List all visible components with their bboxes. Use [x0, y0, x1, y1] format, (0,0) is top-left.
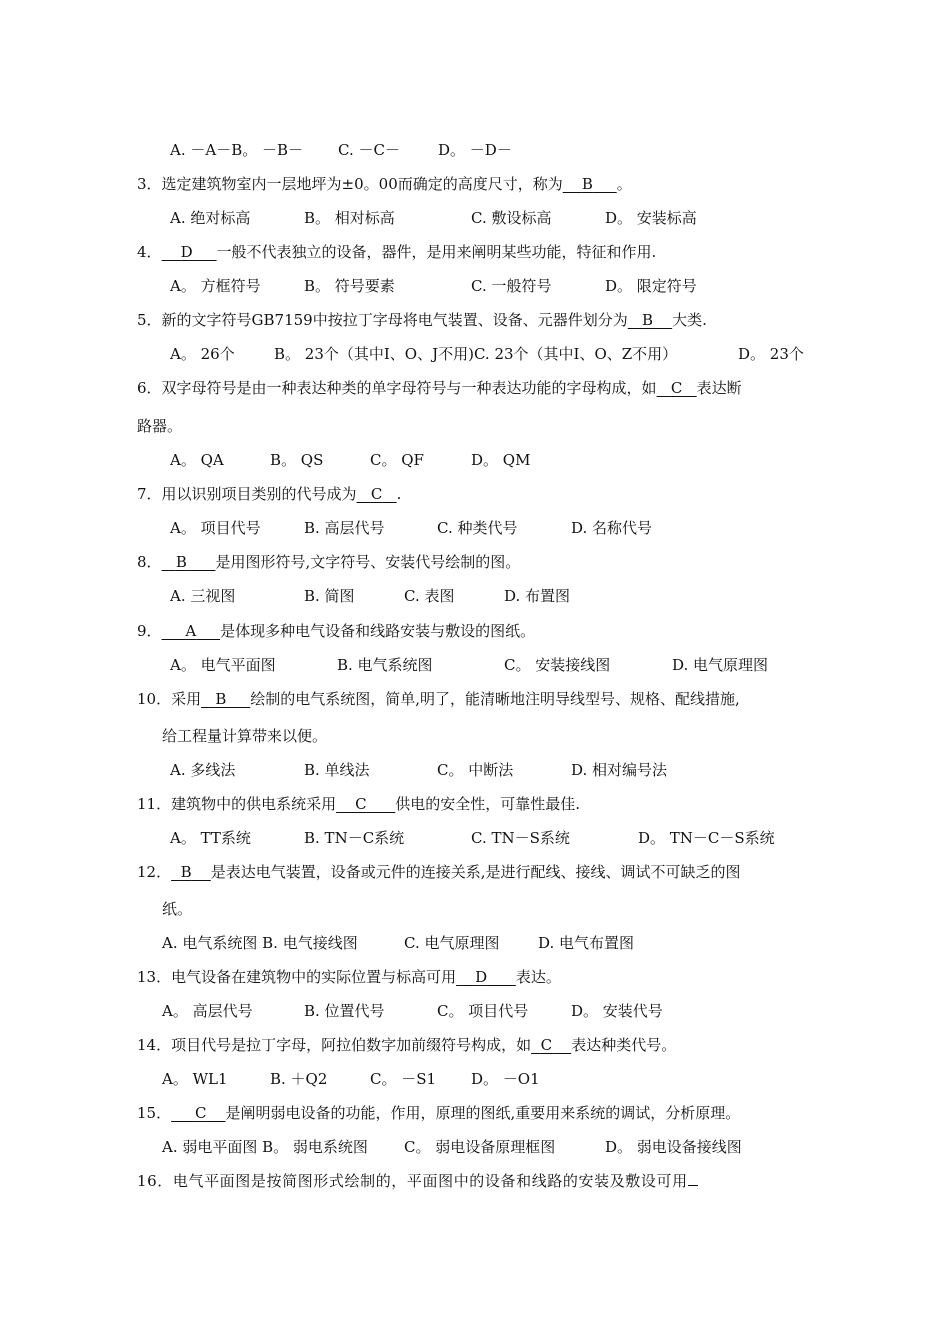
option: B。 相对标高 — [304, 209, 395, 227]
question-6-continued: 路器。 — [137, 417, 183, 435]
option: B. ＋Q2 — [270, 1070, 328, 1088]
option: B。 符号要素 — [304, 277, 395, 295]
option: B. 单线法 — [304, 761, 370, 779]
question-6 — [137, 378, 742, 398]
question-text: 6．双字母符号是由一种表达种类的单字母符号与一种表达功能的字母构成，如 — [137, 379, 657, 397]
option: D。 －O1 — [471, 1070, 540, 1088]
option: A。 QA — [170, 451, 224, 469]
answer: C — [540, 1036, 553, 1054]
option: D. 电气原理图 — [672, 656, 769, 674]
answer: B — [180, 863, 192, 881]
option: B。 23个（其中I、O、J不用)C. 23个（其中I、O、Z不用） — [274, 345, 678, 363]
question-text: 13．电气设备在建筑物中的实际位置与标高可用 — [137, 968, 457, 986]
option: C. TN－S系统 — [471, 829, 570, 847]
option: D。 23个 — [738, 345, 804, 363]
question-text: . — [396, 485, 402, 503]
option: A。 26个 — [170, 345, 235, 363]
question-text: 表达断 — [696, 379, 742, 397]
option: B. TN－C系统 — [304, 829, 405, 847]
question-9 — [137, 621, 535, 641]
question-text: 11．建筑物中的供电系统采用 — [137, 795, 337, 813]
option: D。 弱电设备接线图 — [605, 1138, 742, 1156]
question-4 — [137, 242, 656, 262]
question-text: 15． — [137, 1104, 172, 1122]
question-16 — [137, 1171, 698, 1191]
option: C。 弱电设备原理框图 — [404, 1138, 556, 1156]
answer: C — [194, 1104, 207, 1122]
option: A. －A－B。 －B－ — [170, 141, 304, 159]
option: D。 －D－ — [438, 141, 512, 159]
answer: B — [215, 690, 227, 708]
option: C. －C－ — [338, 141, 400, 159]
question-12-continued: 纸。 — [162, 900, 193, 918]
question-text: 16．电气平面图是按简图形式绘制的，平面图中的设备和线路的安装及敷设可用 — [137, 1172, 688, 1190]
question-text: 绘制的电气系统图，简单,明了，能清晰地注明导线型号、规格、配线措施, — [250, 690, 740, 708]
question-8 — [137, 552, 520, 572]
option: B. 高层代号 — [304, 519, 385, 537]
question-text: 是表达电气装置，设备或元件的连接关系,是进行配线、接线、调试不可缺乏的图 — [210, 863, 741, 881]
question-text: 14．项目代号是拉丁字母，阿拉伯数字加前缀符号构成，如 — [137, 1036, 532, 1054]
question-text: 8． — [137, 553, 162, 571]
question-text: 大类. — [672, 311, 707, 329]
question-15 — [137, 1103, 740, 1123]
answer: B — [581, 175, 593, 193]
option: A。 TT系统 — [170, 829, 251, 847]
answer: D — [475, 968, 488, 986]
option: B. 电气系统图 — [337, 656, 433, 674]
option: A。 方框符号 — [170, 277, 261, 295]
option: C。 安装接线图 — [504, 656, 611, 674]
option: D. 名称代号 — [571, 519, 653, 537]
answer: B — [175, 553, 187, 571]
option: C. 表图 — [404, 587, 455, 605]
question-text: 是体现多种电气设备和线路安装与敷设的图纸。 — [220, 622, 536, 640]
option: D。 安装标高 — [605, 209, 697, 227]
question-13 — [137, 967, 561, 987]
question-text: 10．采用 — [137, 690, 202, 708]
question-7 — [137, 484, 401, 504]
question-text: 是阐明弱电设备的功能，作用，原理的图纸,重要用来系统的调试，分析原理。 — [225, 1104, 741, 1122]
option: B. 简图 — [304, 587, 355, 605]
option: D。 TN－C－S系统 — [638, 829, 775, 847]
answer: C — [355, 795, 367, 813]
question-text: 表达种类代号。 — [571, 1036, 677, 1054]
question-text: 4． — [137, 243, 162, 261]
answer: C — [670, 379, 683, 397]
question-text: 一般不代表独立的设备，器件，是用来阐明某些功能，特征和作用. — [216, 243, 657, 261]
option: C。 中断法 — [437, 761, 514, 779]
option: C. 一般符号 — [471, 277, 552, 295]
option: D。 安装代号 — [571, 1002, 663, 1020]
option: D. 电气布置图 — [538, 934, 635, 952]
option: A。 WL1 — [162, 1070, 228, 1088]
question-text: 7．用以识别项目类别的代号成为 — [137, 485, 357, 503]
answer: D — [180, 243, 193, 261]
question-3 — [137, 174, 632, 194]
question-text: 9． — [137, 622, 162, 640]
question-12 — [137, 862, 741, 882]
option: C. 电气原理图 — [404, 934, 500, 952]
option: A。 电气平面图 — [170, 656, 276, 674]
option: A. 弱电平面图 B。 弱电系统图 — [162, 1138, 368, 1156]
question-text: 12． — [137, 863, 172, 881]
option: A. 三视图 — [170, 587, 236, 605]
option: A. 多线法 — [170, 761, 236, 779]
option: C. 种类代号 — [437, 519, 518, 537]
option: C。 QF — [370, 451, 424, 469]
option: A。 项目代号 — [170, 519, 261, 537]
option: C。 －S1 — [370, 1070, 437, 1088]
answer: C — [370, 485, 383, 503]
question-text: 3．选定建筑物室内一层地坪为±0。00而确定的高度尺寸，称为 — [137, 175, 563, 193]
question-10 — [137, 689, 740, 709]
option: A. 电气系统图 B. 电气接线图 — [162, 934, 358, 952]
question-text: 5．新的文字符号GB7159中按拉丁字母将电气装置、设备、元器件划分为 — [137, 311, 628, 329]
question-text: 是用图形符号,文字符号、安装代号绘制的图。 — [215, 553, 521, 571]
question-5 — [137, 310, 707, 330]
answer: B — [642, 311, 654, 329]
option: B. 位置代号 — [304, 1002, 385, 1020]
question-10-continued: 给工程量计算带来以便。 — [162, 727, 328, 745]
option: C。 项目代号 — [437, 1002, 529, 1020]
option: B。 QS — [270, 451, 324, 469]
question-14 — [137, 1035, 676, 1055]
answer: A — [185, 622, 197, 640]
question-text: 供电的安全性，可靠性最佳. — [395, 795, 581, 813]
option: D。 QM — [471, 451, 531, 469]
option: D. 布置图 — [504, 587, 571, 605]
question-11 — [137, 794, 580, 814]
option: C. 敷设标高 — [471, 209, 552, 227]
option: A. 绝对标高 — [170, 209, 251, 227]
option: D。 限定符号 — [605, 277, 697, 295]
question-text: 。 — [616, 175, 632, 193]
option: D. 相对编号法 — [571, 761, 668, 779]
answer-blank — [688, 1171, 698, 1186]
option: A。 高层代号 — [162, 1002, 253, 1020]
question-text: 表达。 — [515, 968, 561, 986]
